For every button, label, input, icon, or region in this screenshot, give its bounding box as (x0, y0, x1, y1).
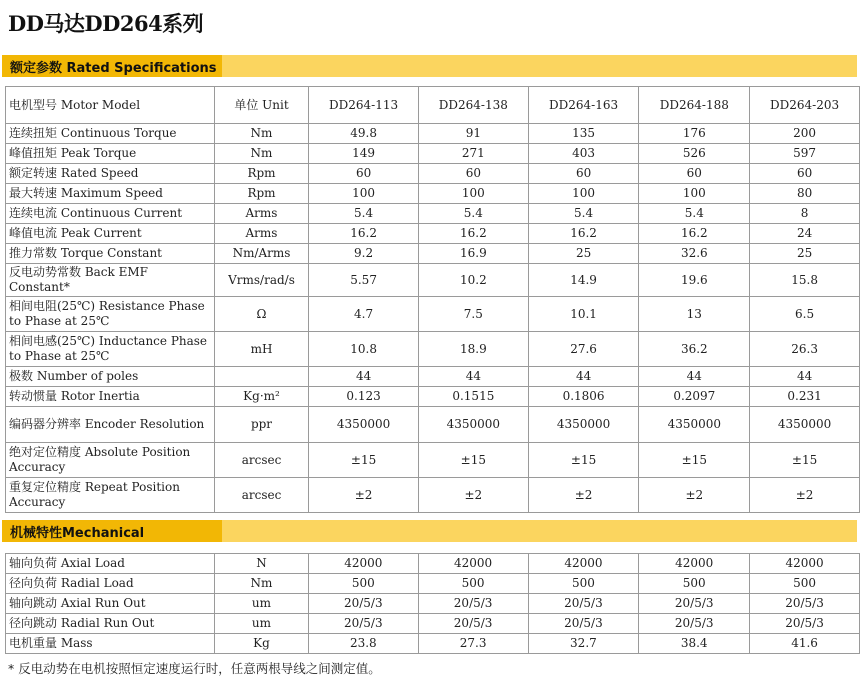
value-cell: 4350000 (309, 407, 419, 443)
mechanical-table (5, 553, 860, 654)
unit-cell: Arms (214, 204, 308, 224)
value-cell: 176 (639, 124, 750, 144)
column-header: DD264-113 (309, 87, 419, 124)
row-label: 额定转速 Rated Speed (6, 164, 215, 184)
unit-cell: Rpm (214, 184, 308, 204)
value-cell: 91 (418, 124, 528, 144)
row-label: 轴向跳动 Axial Run Out (6, 594, 215, 614)
value-cell: 9.2 (309, 244, 419, 264)
value-cell: 20/5/3 (639, 594, 750, 614)
value-cell: 44 (309, 367, 419, 387)
value-cell: 60 (418, 164, 528, 184)
unit-cell: Nm/Arms (214, 244, 308, 264)
value-cell: 42000 (528, 554, 639, 574)
value-cell: 20/5/3 (750, 594, 860, 614)
value-cell: 32.6 (639, 244, 750, 264)
row-label: 编码器分辨率 Encoder Resolution (6, 407, 215, 443)
value-cell: 23.8 (308, 634, 418, 654)
value-cell: 0.123 (309, 387, 419, 407)
value-cell: 60 (750, 164, 860, 184)
value-cell: 13 (639, 297, 750, 332)
value-cell: ±2 (639, 478, 750, 513)
row-label: 轴向负荷 Axial Load (6, 554, 215, 574)
value-cell: 16.2 (528, 224, 639, 244)
table-row (6, 614, 860, 634)
value-cell: ±15 (750, 443, 860, 478)
value-cell: 5.57 (309, 264, 419, 297)
value-cell: 200 (750, 124, 860, 144)
page-title: DD马达DD264系列 (8, 11, 204, 36)
value-cell: 16.2 (639, 224, 750, 244)
value-cell: 4350000 (639, 407, 750, 443)
value-cell: ±15 (528, 443, 639, 478)
value-cell: 25 (750, 244, 860, 264)
value-cell: 4350000 (418, 407, 528, 443)
value-cell: 16.2 (309, 224, 419, 244)
value-cell: 20/5/3 (528, 614, 639, 634)
value-cell: 0.231 (750, 387, 860, 407)
table-row (6, 244, 860, 264)
table-row (6, 204, 860, 224)
table-row (6, 264, 860, 297)
value-cell: ±2 (750, 478, 860, 513)
row-label: 连续扭矩 Continuous Torque (6, 124, 215, 144)
table-row (6, 574, 860, 594)
value-cell: 10.2 (418, 264, 528, 297)
row-label: 绝对定位精度 Absolute Position Accuracy (6, 443, 215, 478)
value-cell: 20/5/3 (418, 594, 528, 614)
value-cell: 36.2 (639, 332, 750, 367)
value-cell: 8 (750, 204, 860, 224)
unit-cell: ppr (214, 407, 308, 443)
table-row (6, 332, 860, 367)
value-cell: 42000 (750, 554, 860, 574)
table-row (6, 594, 860, 614)
row-label: 峰值扭矩 Peak Torque (6, 144, 215, 164)
value-cell: ±2 (528, 478, 639, 513)
value-cell: 135 (528, 124, 639, 144)
value-cell: 500 (750, 574, 860, 594)
value-cell: ±15 (418, 443, 528, 478)
table-row (6, 224, 860, 244)
column-header: DD264-163 (528, 87, 639, 124)
value-cell: 5.4 (528, 204, 639, 224)
value-cell: 20/5/3 (639, 614, 750, 634)
value-cell: 500 (639, 574, 750, 594)
unit-cell: Nm (215, 574, 309, 594)
value-cell: 44 (750, 367, 860, 387)
table-row (6, 164, 860, 184)
unit-cell: um (215, 594, 309, 614)
value-cell: 44 (639, 367, 750, 387)
value-cell: 32.7 (528, 634, 639, 654)
value-cell: 16.2 (418, 224, 528, 244)
value-cell: 4.7 (309, 297, 419, 332)
value-cell: 80 (750, 184, 860, 204)
value-cell: 60 (528, 164, 639, 184)
unit-cell: N (215, 554, 309, 574)
rated-specifications-table (5, 86, 860, 513)
unit-cell: Ω (214, 297, 308, 332)
unit-cell: arcsec (214, 443, 308, 478)
unit-cell: arcsec (214, 478, 308, 513)
footnote: * 反电动势在电机按照恒定速度运行时，任意两根导线之间测定值。 (8, 661, 381, 676)
value-cell: 0.1515 (418, 387, 528, 407)
value-cell: 25 (528, 244, 639, 264)
value-cell: 16.9 (418, 244, 528, 264)
value-cell: 20/5/3 (528, 594, 639, 614)
value-cell: 271 (418, 144, 528, 164)
unit-cell (214, 367, 308, 387)
value-cell: 42000 (639, 554, 750, 574)
column-header: DD264-138 (418, 87, 528, 124)
value-cell: 38.4 (639, 634, 750, 654)
table-header-row (6, 87, 860, 124)
value-cell: 5.4 (418, 204, 528, 224)
value-cell: 100 (309, 184, 419, 204)
value-cell: 20/5/3 (750, 614, 860, 634)
value-cell: 5.4 (639, 204, 750, 224)
value-cell: 60 (639, 164, 750, 184)
value-cell: 27.6 (528, 332, 639, 367)
column-header: 单位 Unit (214, 87, 308, 124)
value-cell: 27.3 (418, 634, 528, 654)
row-label: 极数 Number of poles (6, 367, 215, 387)
table-row (6, 184, 860, 204)
row-label: 峰值电流 Peak Current (6, 224, 215, 244)
value-cell: 0.2097 (639, 387, 750, 407)
table-row (6, 443, 860, 478)
value-cell: 24 (750, 224, 860, 244)
row-label: 最大转速 Maximum Speed (6, 184, 215, 204)
value-cell: 42000 (418, 554, 528, 574)
value-cell: 526 (639, 144, 750, 164)
value-cell: 42000 (308, 554, 418, 574)
value-cell: 49.8 (309, 124, 419, 144)
unit-cell: Kg·m² (214, 387, 308, 407)
table-row (6, 554, 860, 574)
value-cell: 6.5 (750, 297, 860, 332)
unit-cell: mH (214, 332, 308, 367)
mechanical-section-header (2, 520, 857, 542)
row-label: 径向跳动 Radial Run Out (6, 614, 215, 634)
row-label: 连续电流 Continuous Current (6, 204, 215, 224)
value-cell: 44 (418, 367, 528, 387)
table-row (6, 144, 860, 164)
table-row (6, 124, 860, 144)
table-row (6, 387, 860, 407)
value-cell: ±15 (309, 443, 419, 478)
value-cell: 597 (750, 144, 860, 164)
value-cell: ±15 (639, 443, 750, 478)
unit-cell: Rpm (214, 164, 308, 184)
value-cell: ±2 (418, 478, 528, 513)
value-cell: 18.9 (418, 332, 528, 367)
rated-section-header (2, 55, 857, 77)
value-cell: 4350000 (750, 407, 860, 443)
value-cell: 100 (528, 184, 639, 204)
value-cell: 20/5/3 (308, 614, 418, 634)
row-label: 转动惯量 Rotor Inertia (6, 387, 215, 407)
value-cell: 20/5/3 (308, 594, 418, 614)
unit-cell: Nm (214, 124, 308, 144)
value-cell: 5.4 (309, 204, 419, 224)
rated-section-title: 额定参数 Rated Specifications (2, 55, 222, 77)
row-label: 反电动势常数 Back EMF Constant* (6, 264, 215, 297)
value-cell: 41.6 (750, 634, 860, 654)
column-header: 电机型号 Motor Model (6, 87, 215, 124)
mechanical-section-title: 机械特性Mechanical (2, 520, 222, 542)
row-label: 径向负荷 Radial Load (6, 574, 215, 594)
table-row (6, 367, 860, 387)
value-cell: 500 (418, 574, 528, 594)
table-row (6, 297, 860, 332)
value-cell: 100 (418, 184, 528, 204)
unit-cell: Arms (214, 224, 308, 244)
value-cell: 4350000 (528, 407, 639, 443)
row-label: 相间电阻(25℃) Resistance Phase to Phase at 25℃ (6, 297, 215, 332)
value-cell: 20/5/3 (418, 614, 528, 634)
value-cell: 14.9 (528, 264, 639, 297)
row-label: 相间电感(25℃) Inductance Phase to Phase at 25℃ (6, 332, 215, 367)
value-cell: 60 (309, 164, 419, 184)
table-row (6, 634, 860, 654)
value-cell: 500 (528, 574, 639, 594)
row-label: 重复定位精度 Repeat Position Accuracy (6, 478, 215, 513)
table-row (6, 407, 860, 443)
unit-cell: um (215, 614, 309, 634)
row-label: 电机重量 Mass (6, 634, 215, 654)
unit-cell: Kg (215, 634, 309, 654)
unit-cell: Vrms/rad/s (214, 264, 308, 297)
value-cell: 10.1 (528, 297, 639, 332)
value-cell: 500 (308, 574, 418, 594)
value-cell: 19.6 (639, 264, 750, 297)
value-cell: 26.3 (750, 332, 860, 367)
value-cell: 100 (639, 184, 750, 204)
value-cell: 403 (528, 144, 639, 164)
value-cell: 44 (528, 367, 639, 387)
value-cell: 15.8 (750, 264, 860, 297)
value-cell: 10.8 (309, 332, 419, 367)
table-row (6, 478, 860, 513)
value-cell: ±2 (309, 478, 419, 513)
row-label: 推力常数 Torque Constant (6, 244, 215, 264)
column-header: DD264-203 (750, 87, 860, 124)
unit-cell: Nm (214, 144, 308, 164)
value-cell: 7.5 (418, 297, 528, 332)
value-cell: 0.1806 (528, 387, 639, 407)
column-header: DD264-188 (639, 87, 750, 124)
value-cell: 149 (309, 144, 419, 164)
